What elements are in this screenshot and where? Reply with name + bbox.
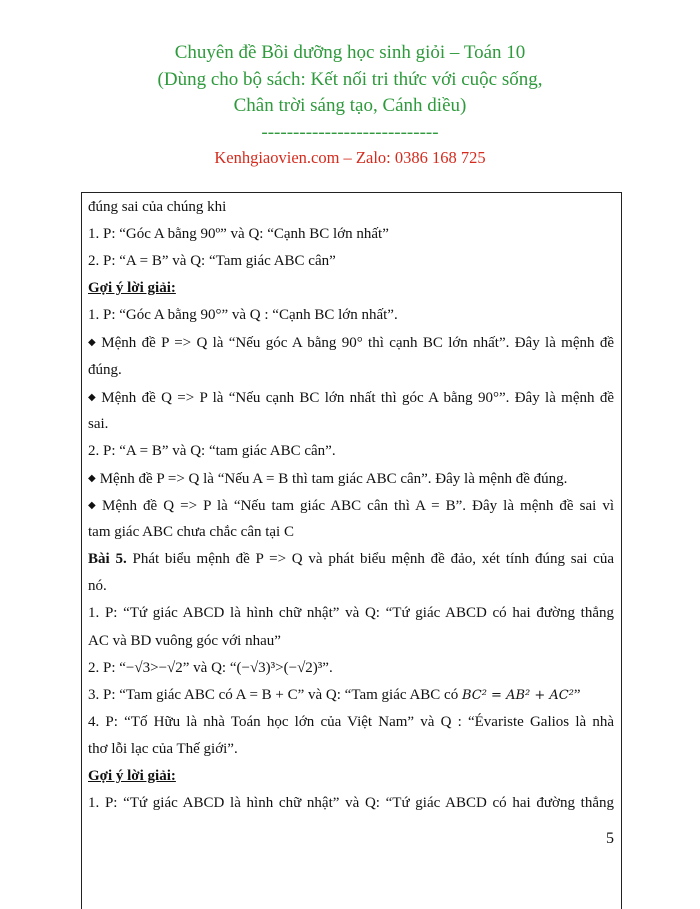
exercise-line bbox=[88, 546, 614, 573]
text-line: 2. P: “−√3>−√2” và Q: “(−√3)³>(−√2)³”. bbox=[88, 659, 333, 676]
text-line: đúng sai của chúng khi bbox=[88, 199, 227, 215]
text-line: đúng. bbox=[88, 361, 122, 378]
header-subtitle-1: (Dùng cho bộ sách: Kết nối tri thức với cuộc sống, bbox=[157, 68, 543, 90]
header-separator: ---------------------------- bbox=[261, 121, 439, 143]
text-line: thơ lỗi lạc của Thế giới”. bbox=[88, 740, 238, 757]
bullet-line bbox=[88, 465, 614, 492]
solution-heading: Gợi ý lời giải: bbox=[88, 280, 176, 297]
header-contact: Kenhgiaovien.com – Zalo: 0386 168 725 bbox=[214, 148, 486, 167]
text-line: tam giác ABC chưa chắc cân tại C bbox=[88, 524, 294, 541]
text-line: 1. P: “Góc A bằng 90º” và Q: “Cạnh BC lớn nhất” bbox=[88, 226, 389, 243]
diamond-bullet-icon: ◆ bbox=[88, 391, 98, 403]
text-line: 4. P: “Tố Hữu là nhà Toán học lớn của Việt Nam” và Q : “Évariste Galios là nhà bbox=[88, 713, 614, 730]
text-line: AC và BD vuông góc với nhau” bbox=[88, 632, 281, 649]
diamond-bullet-icon: ◆ bbox=[88, 500, 98, 512]
document-header bbox=[0, 40, 700, 146]
exercise-label: Bài 5. bbox=[88, 551, 127, 568]
diamond-bullet-icon: ◆ bbox=[88, 337, 98, 349]
text-line: nó. bbox=[88, 578, 107, 595]
math-formula: BC² = AB² + AC² bbox=[461, 687, 574, 703]
bullet-line bbox=[88, 329, 614, 356]
page-number: 5 bbox=[606, 830, 614, 847]
header-title: Chuyên đề Bồi dưỡng học sinh giỏi – Toán 10 bbox=[174, 42, 526, 63]
text-line bbox=[88, 682, 614, 709]
document-body bbox=[88, 194, 614, 817]
text-line: 2. P: “A = B” và Q: “Tam giác ABC cân” bbox=[88, 253, 336, 270]
text-line: 1. P: “Góc A bằng 90°” và Q : “Cạnh BC lớn nhất”. bbox=[88, 307, 398, 324]
text-line: sai. bbox=[88, 415, 109, 432]
text-segment: 3. P: “Tam giác ABC có A = B + C” và Q: “Tam giác ABC có bbox=[88, 686, 459, 703]
bullet-line bbox=[88, 384, 614, 411]
bullet-text: Mệnh đề Q => P là “Nếu tam giác ABC cân thì A = B”. Đây là mệnh đề sai vì bbox=[102, 498, 614, 515]
bullet-line bbox=[88, 492, 614, 519]
text-line: 1. P: “Tứ giác ABCD là hình chữ nhật” và Q: “Tứ giác ABCD có hai đường thẳng bbox=[88, 795, 614, 812]
header-subtitle-2: Chân trời sáng tạo, Cánh diều) bbox=[233, 95, 467, 116]
text-line: 1. P: “Tứ giác ABCD là hình chữ nhật” và Q: “Tứ giác ABCD có hai đường thẳng bbox=[88, 605, 614, 622]
text-line: 2. P: “A = B” và Q: “tam giác ABC cân”. bbox=[88, 442, 336, 459]
diamond-bullet-icon: ◆ bbox=[88, 472, 96, 484]
bullet-text: Mệnh đề P => Q là “Nếu góc A bằng 90° thì cạnh BC lớn nhất”. Đây là mệnh đề bbox=[101, 335, 614, 352]
text-segment: ” bbox=[573, 686, 581, 703]
bullet-text: Mệnh đề P => Q là “Nếu A = B thì tam giác ABC cân”. Đây là mệnh đề đúng. bbox=[99, 470, 568, 487]
exercise-text: Phát biểu mệnh đề P => Q và phát biểu mệnh đề đảo, xét tính đúng sai của bbox=[132, 551, 614, 568]
bullet-text: Mệnh đề Q => P là “Nếu cạnh BC lớn nhất thì góc A bằng 90°”. Đây là mệnh đề bbox=[101, 389, 614, 406]
solution-heading: Gợi ý lời giải: bbox=[88, 767, 176, 784]
